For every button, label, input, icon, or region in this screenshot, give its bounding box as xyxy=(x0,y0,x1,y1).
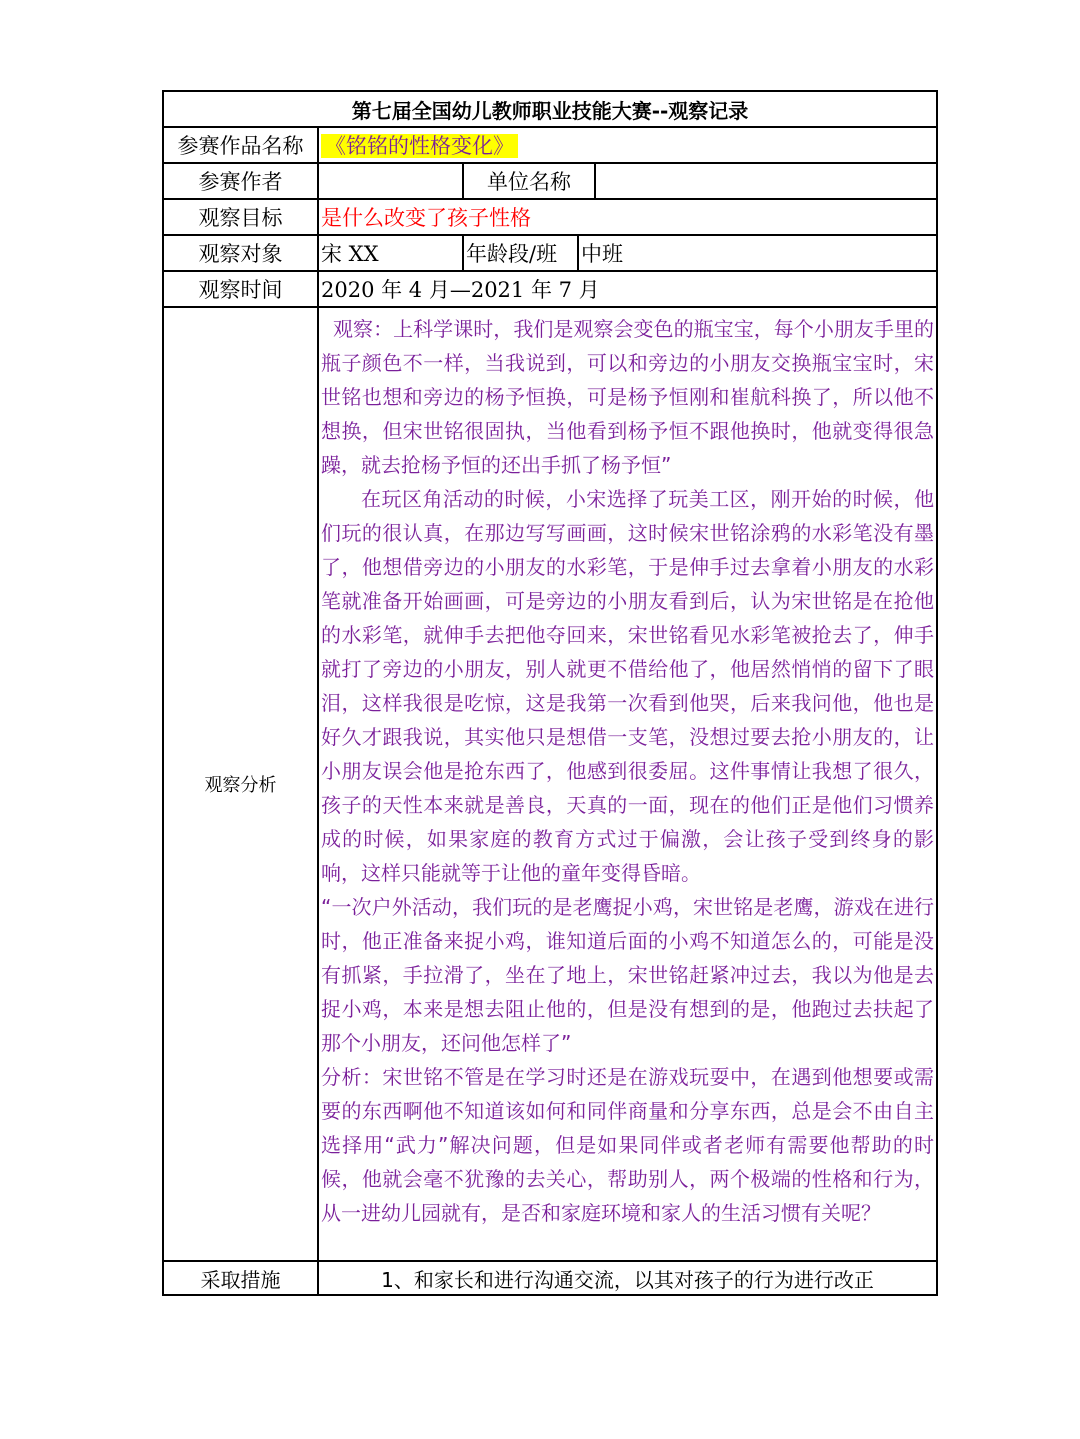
subject-value: 宋 XX xyxy=(318,235,463,271)
measures-value: 1、和家长和进行沟通交流，以其对孩子的行为进行改正 xyxy=(318,1261,937,1295)
age-label: 年龄段/班 xyxy=(463,235,578,271)
analysis-paragraph: 在玩区角活动的时候，小宋选择了玩美工区，刚开始的时候，他们玩的很认真，在那边写写画画，这时候宋世铭涂鸦的水彩笔没有墨了，他想借旁边的小朋友的水彩笔，于是伸手过去拿着小朋友的水彩笔就准备开始画画，可是旁边的小朋友看到后，认为宋世铭是在抢他的水彩笔，就伸手去把他夺回来，宋世铭看见水彩笔被抢去了，伸手就打了旁边的小朋友，别人就更不借给他了，他居然悄悄的留下了眼泪，这样我很是吃惊，这是我第一次看到他哭，后来我问他，他也是好久才跟我说，其实他只是想借一支笔，没想过要去抢小朋友的，让小朋友误会他是抢东西了，他感到很委屈。这件事情让我想了很久，孩子的天性本来就是善良，天真的一面，现在的他们正是他们习惯养成的时候，如果家庭的教育方式过于偏激，会让孩子受到终身的影响，这样只能就等于让他的童年变得昏暗。 xyxy=(321,487,935,885)
measures-label: 采取措施 xyxy=(163,1261,318,1295)
analysis-paragraph: 观察：上科学课时，我们是观察会变色的瓶宝宝，每个小朋友手里的瓶子颜色不一样，当我说到，可以和旁边的小朋友交换瓶宝宝时，宋世铭也想和旁边的杨予恒换，可是杨予恒刚和崔航科换了，所以他不想换，但宋世铭很固执，当他看到杨予恒不跟他换时，他就变得很急躁，就去抢杨予恒的还出手抓了杨予恒” xyxy=(321,317,935,477)
time-value: 2020 年 4 月—2021 年 7 月 xyxy=(318,271,937,307)
subject-label: 观察对象 xyxy=(163,235,318,271)
unit-value xyxy=(595,163,937,199)
age-value: 中班 xyxy=(578,235,937,271)
author-label: 参赛作者 xyxy=(163,163,318,199)
goal-value: 是什么改变了孩子性格 xyxy=(318,199,937,235)
analysis-paragraph: “一次户外活动，我们玩的是老鹰捉小鸡，宋世铭是老鹰，游戏在进行时，他正准备来捉小鸡，谁知道后面的小鸡不知道怎么的，可能是没有抓紧，手拉滑了，坐在了地上，宋世铭赶紧冲过去，我以为他是去捉小鸡，本来是想去阻止他的，但是没有想到的是，他跑过去扶起了那个小朋友，还问他怎样了” xyxy=(321,895,935,1055)
observation-record-table xyxy=(162,90,938,1296)
author-value xyxy=(318,163,463,199)
form-title: 第七届全国幼儿教师职业技能大赛--观察记录 xyxy=(163,91,937,127)
work-name-cell xyxy=(318,127,937,163)
time-label: 观察时间 xyxy=(163,271,318,307)
work-name-value: 《铭铭的性格变化》 xyxy=(321,134,518,158)
analysis-paragraph: 分析：宋世铭不管是在学习时还是在游戏玩耍中，在遇到他想要或需要的东西啊他不知道该如何和同伴商量和分享东西，总是会不由自主选择用“武力”解决问题，但是如果同伴或者老师有需要他帮助的时候，他就会毫不犹豫的去关心，帮助别人，两个极端的性格和行为，从一进幼儿园就有，是否和家庭环境和家人的生活习惯有关呢？ xyxy=(321,1065,935,1225)
work-name-label: 参赛作品名称 xyxy=(163,127,318,163)
unit-label: 单位名称 xyxy=(463,163,595,199)
analysis-content xyxy=(318,307,937,1261)
analysis-label: 观察分析 xyxy=(163,307,318,1261)
goal-label: 观察目标 xyxy=(163,199,318,235)
